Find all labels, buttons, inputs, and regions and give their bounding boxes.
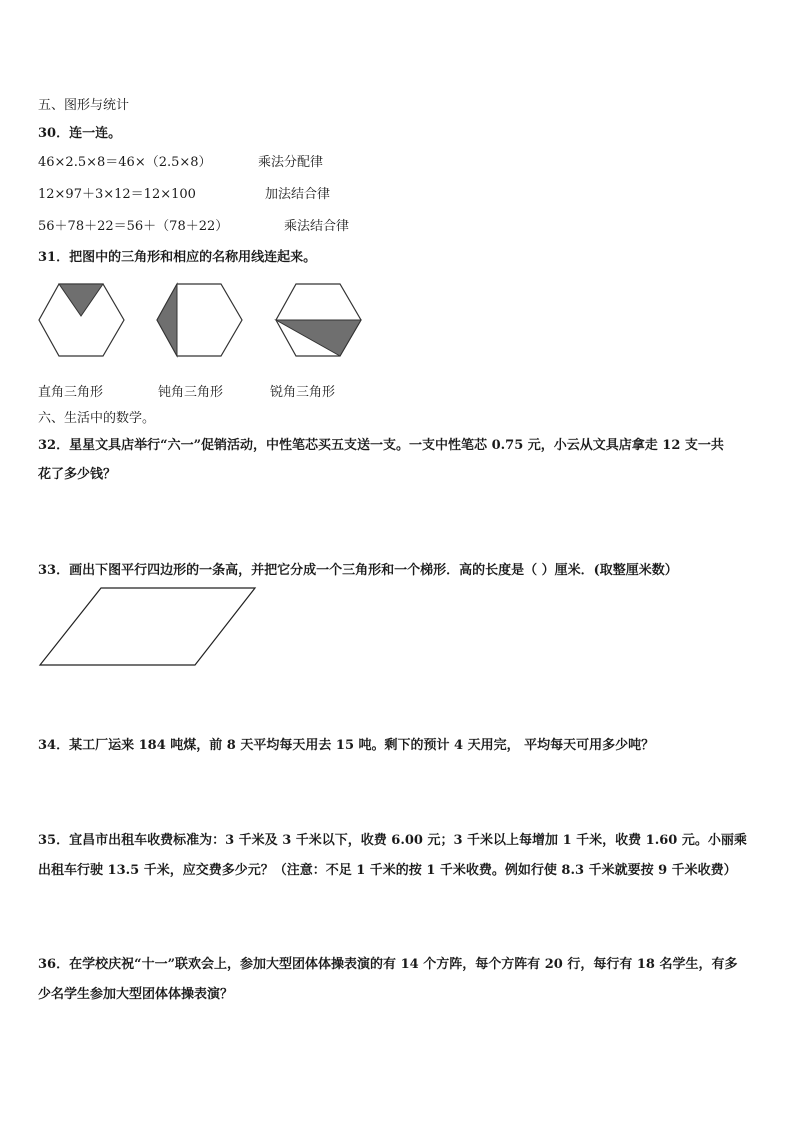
q30-expression-3: 56＋78＋22＝56＋（78＋22） [38, 219, 229, 234]
parallelogram-figure [38, 586, 258, 668]
section-heading-5: 五、图形与统计 [38, 98, 130, 113]
question-36-line-2: 少名学生参加大型团体体操表演？ [38, 987, 234, 1002]
section-heading-6: 六、生活中的数学。 [38, 411, 156, 426]
parallelogram-outline [40, 588, 255, 665]
q30-expression-2: 12×97＋3×12＝12×100 [38, 187, 196, 202]
label-right-triangle: 直角三角形 [38, 385, 104, 400]
hexagon-obtuse-triangle-figure [156, 282, 246, 358]
shaded-obtuse-triangle [157, 284, 177, 356]
label-acute-triangle: 锐角三角形 [270, 385, 336, 400]
question-32-line-1: 32．星星文具店举行“六一”促销活动，中性笔芯买五支送一支。一支中性笔芯 0.75 元，小云从文具店拿走 12 支一共 [38, 438, 724, 453]
question-31-prompt: 31．把图中的三角形和相应的名称用线连起来。 [38, 250, 317, 265]
question-32-line-2: 花了多少钱？ [38, 467, 117, 482]
question-35-line-1: 35．宜昌市出租车收费标准为：3 千米及 3 千米以下，收费 6.00 元；3 千米以上每增加 1 千米，收费 1.60 元。小丽乘 [38, 833, 747, 848]
q30-expression-1: 46×2.5×8＝46×（2.5×8） [38, 155, 212, 170]
q30-law-2: 加法结合律 [265, 187, 331, 202]
q30-law-1: 乘法分配律 [258, 155, 324, 170]
question-35-line-2: 出租车行驶 13.5 千米，应交费多少元？（注意：不足 1 千米的按 1 千米收费。例如行使 8.3 千米就要按 9 千米收费） [38, 863, 737, 878]
question-34-text: 34．某工厂运来 184 吨煤，前 8 天平均每天用去 15 吨。剩下的预计 4 天用完， 平均每天可用多少吨？ [38, 738, 655, 753]
question-30-prompt: 30．连一连。 [38, 126, 122, 141]
label-obtuse-triangle: 钝角三角形 [158, 385, 224, 400]
question-36-line-1: 36．在学校庆祝“十一”联欢会上，参加大型团体体操表演的有 14 个方阵，每个方阵有 20 行，每行有 18 名学生，有多 [38, 957, 738, 972]
hexagon-acute-triangle-figure [275, 282, 365, 358]
hexagon-right-triangle-figure [38, 282, 128, 358]
question-33-text: 33．画出下图平行四边形的一条高，并把它分成一个三角形和一个梯形．高的长度是（ ）厘米．(取整厘米数） [38, 563, 678, 578]
q30-law-3: 乘法结合律 [284, 219, 350, 234]
